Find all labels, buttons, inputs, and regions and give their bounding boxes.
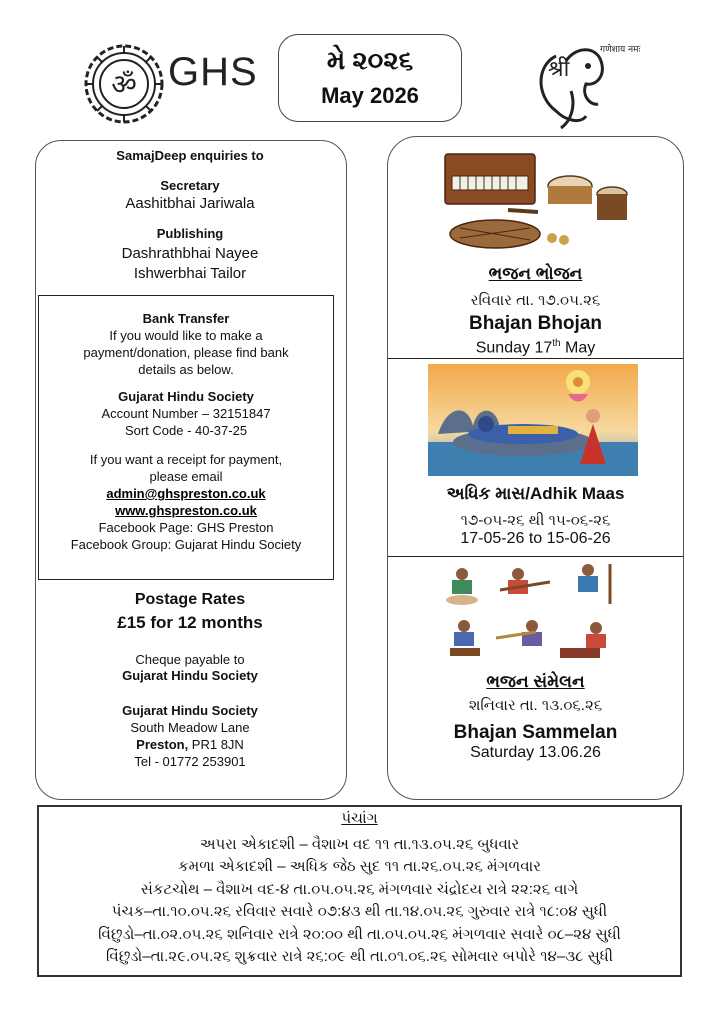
- bank-intro-2: payment/donation, please find bank: [83, 345, 289, 360]
- secretary-name: Aashitbhai Jariwala: [125, 195, 255, 212]
- panchang-line: પંચક–તા.૧૦.૦૫.૨૬ રવિવાર સવારે ૦૭:૪૩ થી તા.૧૪.૦૫.૨૬ ગુરુવાર રાત્રે ૧૮:૦૪ સુધી: [111, 903, 608, 920]
- event-1-english-date: [388, 338, 683, 357]
- postage-rate: £15 for 12 months: [117, 613, 263, 632]
- address-phone: Tel - 01772 253901: [134, 754, 246, 769]
- event-3-gujarati-date: શનિવાર તા. ૧૩.૦૬.૨૬: [468, 697, 603, 714]
- shree-text: श्री: [548, 57, 570, 82]
- publishing-name-1: Dashrathbhai Nayee: [121, 245, 259, 262]
- panchang-line: કમળા એકાદશી – અધિક જેઠ સુદ ૧૧ તા.૨૬.૦૫.૨૬ મંગળવાર: [178, 858, 541, 875]
- ganesh-logo-icon: [526, 36, 641, 136]
- enquiries-heading: SamajDeep enquiries to: [116, 148, 264, 163]
- event-3-english-date: Saturday 13.06.26: [470, 744, 601, 761]
- bank-account-number: Account Number – 32151847: [101, 406, 271, 421]
- event-divider-1: [388, 358, 683, 359]
- bank-account-name: Gujarat Hindu Society: [118, 389, 254, 404]
- bank-sort-code: Sort Code - 40-37-25: [124, 423, 248, 438]
- ghs-om-logo-icon: [82, 42, 166, 126]
- event-divider-2: [388, 556, 683, 557]
- address-city-line: [40, 737, 340, 753]
- event-2-english-date: 17-05-26 to 15-06-26: [460, 530, 611, 547]
- postage-heading: Postage Rates: [134, 591, 246, 608]
- receipt-line-2: please email: [149, 469, 223, 484]
- publishing-heading: Publishing: [156, 226, 224, 241]
- event-1-english-title: Bhajan Bhojan: [468, 313, 602, 334]
- panchang-line: વિંછુડો–તા.૨૯.૦૫.૨૬ શુક્રવાર રાત્રે ૨૬:૦૯ થી તા.૦૧.૦૬.૨૬ સોમવાર બપોરે ૧૪–૩૮ સુધી: [105, 948, 614, 965]
- receipt-line-1: If you want a receipt for payment,: [89, 452, 283, 467]
- secretary-heading: Secretary: [160, 178, 220, 193]
- om-symbol: ॐ: [111, 68, 137, 101]
- bank-intro-3: details as below.: [138, 362, 234, 377]
- event-1-date-suffix: th: [552, 338, 561, 349]
- address-city: Preston,: [136, 737, 189, 752]
- event-1-date-month: May: [560, 339, 596, 357]
- bank-intro-1: If you would like to make a: [109, 328, 263, 343]
- event-2-english-title: Adhik Maas: [529, 484, 625, 503]
- issue-title-english: May 2026: [321, 83, 419, 108]
- musicians-illustration-image: [440, 560, 635, 666]
- vishnu-painting-image: [428, 364, 638, 476]
- publishing-name-2: Ishwerbhai Tailor: [133, 265, 247, 282]
- address-street: South Meadow Lane: [130, 720, 250, 735]
- event-2-gujarati-title: અધિક માસ/: [446, 484, 530, 503]
- ganesh-caption: गणेशाय नमः: [600, 45, 641, 55]
- panchang-line: સંકટચોથ – વૈશાખ વદ-૪ તા.૦૫.૦૫.૨૬ મંગળવાર ચંદ્રોદય રાત્રે ૨૨:૨૬ વાગે: [140, 881, 579, 898]
- bank-heading: Bank Transfer: [142, 311, 230, 326]
- issue-title-box: [278, 34, 462, 122]
- event-2-title-line: [388, 484, 683, 504]
- cheque-payee: Gujarat Hindu Society: [122, 668, 258, 683]
- panchang-title: પંચાંગ: [341, 810, 378, 827]
- email-link[interactable]: admin@ghspreston.co.uk: [106, 486, 266, 501]
- website-link[interactable]: www.ghspreston.co.uk: [115, 503, 257, 518]
- issue-title-gujarati: મે ૨૦૨૬: [326, 45, 414, 75]
- panchang-line: વિંછુડો–તા.૦૨.૦૫.૨૬ શનિવાર રાત્રે ૨૦:૦૦ થી તા.૦૫.૦૫.૨૬ મંગળવાર સવારે ૦૮–૨૪ સુધી: [98, 926, 621, 943]
- facebook-page: Facebook Page: GHS Preston: [98, 520, 274, 535]
- musician-figures: [446, 564, 610, 658]
- address-postcode: PR1 8JN: [188, 737, 244, 752]
- address-name: Gujarat Hindu Society: [122, 703, 258, 718]
- panchang-line: અપરા એકાદશી – વૈશાખ વદ ૧૧ તા.૧૩.૦૫.૨૬ બુધવાર: [199, 836, 520, 853]
- event-3-gujarati-title: ભજન સંમેલન: [486, 672, 585, 691]
- cheque-label: Cheque payable to: [135, 652, 245, 667]
- event-1-date-day: Sunday 17: [475, 339, 553, 357]
- event-1-gujarati-date: રવિવાર તા. ૧૭.૦૫.૨૬: [470, 292, 601, 309]
- org-logo-text: GHS: [168, 50, 258, 94]
- event-3-english-title: Bhajan Sammelan: [453, 722, 618, 743]
- harmonium-tabla-image: [440, 148, 635, 256]
- event-2-gujarati-date: ૧૭-૦૫-૨૬ થી ૧૫-૦૬-૨૬: [460, 512, 611, 529]
- event-1-gujarati-title: ભજન ભોજન: [488, 264, 583, 283]
- facebook-group: Facebook Group: Gujarat Hindu Society: [70, 537, 302, 552]
